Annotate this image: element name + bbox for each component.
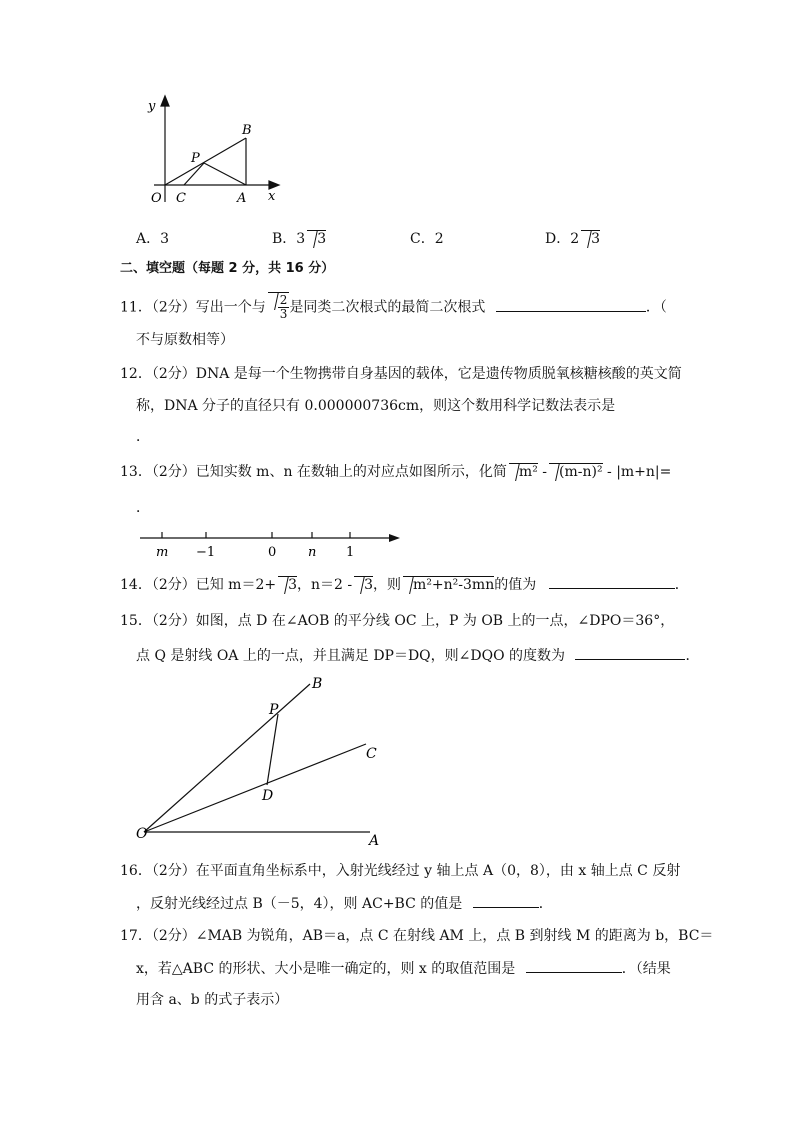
q16-end: ． (538, 896, 553, 912)
q17-line-1: 17．（2分）∠MAB 为锐角，AB＝a，点 C 在射线 AM 上，点 B 到射线 M 的距离为 b，BC＝ (120, 928, 714, 944)
q12-line-3: ． (136, 429, 150, 445)
q11-text: 是同类二次根式的最简二次根式 (289, 299, 486, 316)
fig2-label-C: C (366, 746, 377, 762)
y-axis-arrow (161, 96, 169, 106)
q14-tail: 的值为 (494, 577, 537, 593)
option-c[interactable] (410, 228, 444, 248)
option-d-radical: 3 (581, 230, 600, 247)
label-n: n (308, 545, 317, 560)
q13-radical-1: m² (509, 463, 538, 480)
label-B: B (242, 123, 252, 138)
question-14 (120, 574, 689, 595)
fig2-label-D: D (262, 788, 274, 804)
label-m: m (156, 545, 169, 560)
question-11 (120, 292, 667, 321)
label-x: x (268, 189, 276, 204)
segment-PD (267, 714, 278, 785)
q14-mid: ，n＝2 - (297, 577, 353, 593)
q14-radical-2: 3 (354, 576, 373, 593)
q16-line-2 (136, 893, 553, 914)
label-zero: 0 (268, 545, 277, 560)
figure-1-coordinate (140, 92, 290, 210)
option-b-label: B． (272, 231, 297, 247)
q13-tail: - |m+n|= (602, 464, 672, 480)
label-P: P (191, 151, 200, 166)
q15-line-2-text: 点 Q 是射线 OA 上的一点，并且满足 DP＝DQ，则∠DQO 的度数为 (136, 648, 566, 664)
label-neg1: −1 (196, 545, 216, 560)
q15-end: ． (685, 648, 700, 664)
q12-line-2: 称，DNA 分子的直径只有 0.000000736cm，则这个数用科学记数法表示是 (136, 398, 616, 414)
number-line (136, 526, 406, 562)
q14-end: ． (674, 577, 689, 593)
q14-lead: 14．（2分）已知 m＝2+ (120, 577, 277, 593)
q13-radical-2: (m-n)² (549, 463, 603, 480)
q13-lead: 13．（2分）已知实数 m、n 在数轴上的对应点如图所示，化简 (120, 464, 507, 480)
label-O: O (151, 191, 162, 206)
option-c-label: C． (410, 231, 435, 247)
fig2-label-O: O (136, 826, 148, 842)
q17-answer-blank[interactable] (526, 958, 622, 973)
q15-line-2 (136, 645, 699, 666)
q11-frac-num: 2 (279, 293, 288, 307)
segment-PA (204, 163, 246, 185)
q14-radical-expr: m²+n²-3mn (403, 576, 494, 593)
fig2-label-A: A (369, 833, 380, 849)
option-d-coef: 2 (570, 231, 580, 247)
fig2-label-B: B (312, 676, 323, 692)
q16-answer-blank[interactable] (473, 893, 539, 908)
q16-line-1: 16．（2分）在平面直角坐标系中，入射光线经过 y 轴上点 A（0，8），由 x 轴上点 C 反射 (120, 863, 681, 879)
number-line-arrow (389, 534, 400, 542)
q14-radical-1: 3 (278, 576, 297, 593)
label-C: C (176, 191, 186, 206)
q14-answer-blank[interactable] (549, 574, 675, 589)
option-b-radical: 3 (307, 230, 326, 247)
q11-lead: 11．（2分）写出一个与 (120, 299, 266, 316)
segment-CP (184, 163, 204, 185)
option-a[interactable] (136, 228, 169, 248)
option-a-label: A． (136, 231, 161, 247)
q16-line-2-text: ，反射光线经过点 B（－5，4），则 AC+BC 的值是 (136, 896, 463, 912)
x-axis-arrow (269, 181, 279, 189)
figure-2-angle (132, 672, 392, 850)
q17-line-3: 用含 a、b 的式子表示） (136, 992, 289, 1008)
option-d[interactable] (545, 228, 600, 248)
q15-answer-blank[interactable] (575, 645, 685, 660)
q11-frac-den: 3 (279, 307, 288, 321)
q13-minus: - (537, 464, 547, 480)
ray-OC (144, 744, 366, 832)
q17-line-2 (136, 958, 671, 979)
fig2-label-P: P (269, 702, 279, 718)
q13-line-2: ． (136, 500, 150, 516)
question-13 (120, 462, 671, 482)
option-b-coef: 3 (296, 231, 306, 247)
q11-end: ．（ (645, 299, 667, 316)
q14-mid2: ，则 (373, 577, 402, 593)
q11-cont: 不与原数相等） (136, 332, 234, 348)
option-b[interactable] (272, 228, 326, 248)
q12-line-1: 12．（2分）DNA 是每一个生物携带自身基因的载体，它是遗传物质脱氧核糖核酸的英文简 (120, 366, 682, 382)
label-A: A (237, 191, 247, 206)
label-y: y (148, 99, 156, 114)
option-d-label: D． (545, 231, 571, 247)
q11-radical (268, 292, 290, 321)
label-one: 1 (346, 545, 355, 560)
q17-end: ．（结果 (621, 961, 671, 977)
option-c-value: 2 (434, 231, 444, 247)
segment-OB (165, 138, 246, 185)
option-a-value: 3 (160, 231, 170, 247)
q17-line-2-text: x，若△ABC 的形状、大小是唯一确定的，则 x 的取值范围是 (136, 961, 516, 977)
ray-OB (144, 684, 310, 832)
q11-answer-blank[interactable] (496, 297, 646, 312)
q15-line-1: 15．（2分）如图，点 D 在∠AOB 的平分线 OC 上，P 为 OB 上的一点，∠DPO＝36°， (120, 613, 675, 629)
section-2-title: 二、填空题（每题 2 分，共 16 分） (120, 261, 335, 276)
